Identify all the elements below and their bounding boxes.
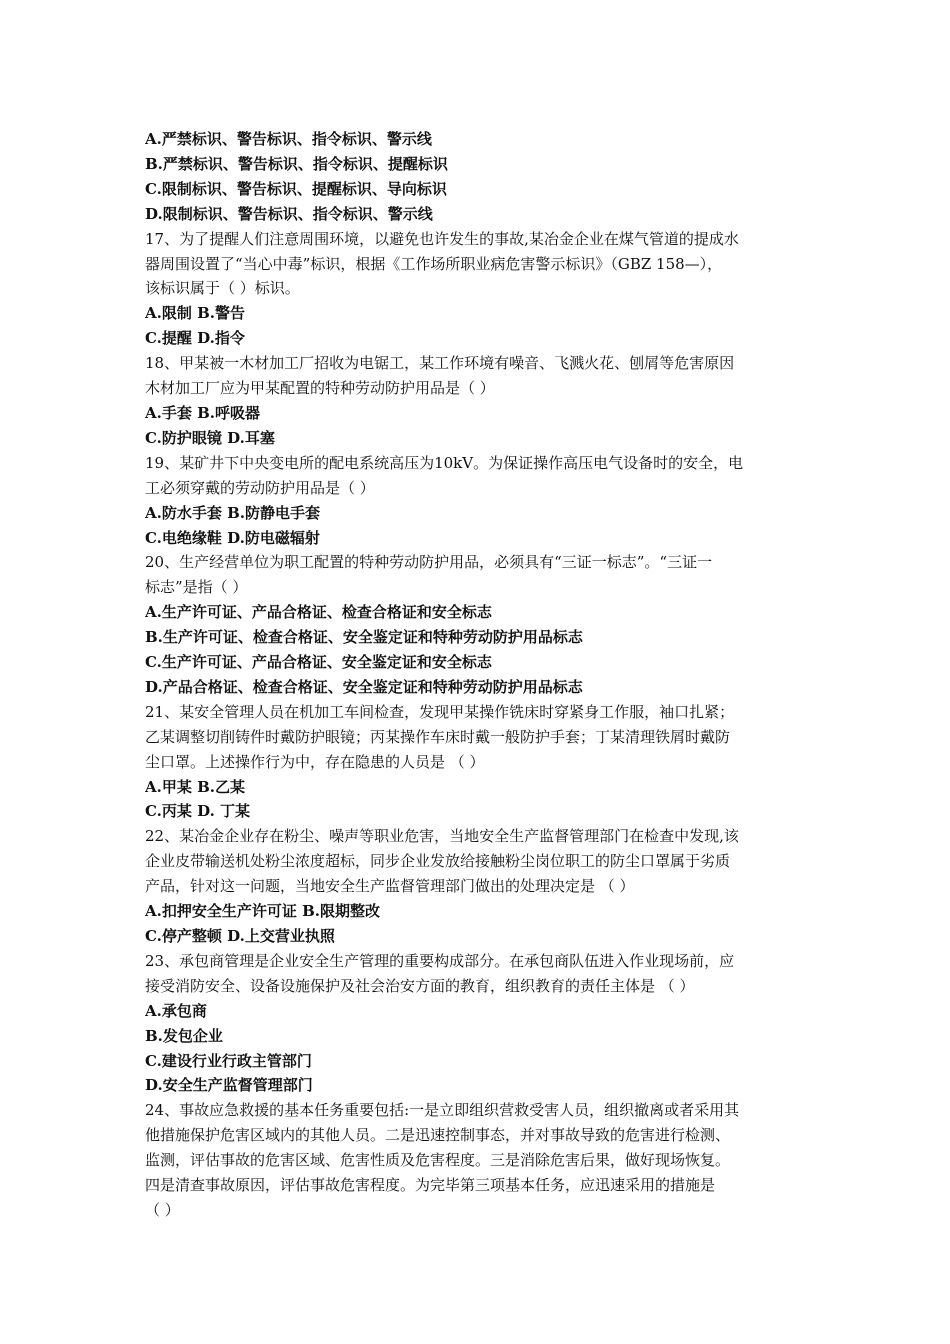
answer-option-line: C.生产许可证、产品合格证、安全鉴定证和安全标志 — [145, 653, 492, 672]
question-text-line: 产品，针对这一问题，当地安全生产监督管理部门做出的处理决定是 （ ） — [145, 877, 635, 896]
question-text-line: 19、某矿井下中央变电所的配电系统高压为10kV。为保证操作高压电气设备时的安全，电 — [145, 453, 744, 472]
answer-option-line: C.丙某 D. 丁某 — [145, 802, 251, 821]
answer-option-line: A.限制 B.警告 — [145, 304, 245, 323]
question-list — [145, 127, 810, 1223]
question-text-line: 该标识属于（ ）标识。 — [145, 279, 300, 298]
answer-option-line: A.生产许可证、产品合格证、检查合格证和安全标志 — [145, 603, 492, 622]
answer-option-line: A.手套 B.呼吸器 — [145, 403, 260, 422]
question-text-line: 标志”是指（ ） — [145, 578, 248, 597]
answer-option-line: C.防护眼镜 D.耳塞 — [145, 428, 275, 447]
answer-option-line: B.发包企业 — [145, 1026, 223, 1045]
answer-option-line: C.电绝缘鞋 D.防电磁辐射 — [145, 528, 320, 547]
answer-option-line: D.安全生产监督管理部门 — [145, 1076, 313, 1095]
question-text-line: 乙某调整切削铸件时戴防护眼镜；丙某操作车床时戴一般防护手套；丁某清理铁屑时戴防 — [145, 727, 731, 746]
question-text-line: （ ） — [145, 1200, 180, 1219]
question-text-line: 监测，评估事故的危害区域、危害性质及危害程度。三是消除危害后果，做好现场恢复。 — [145, 1151, 731, 1170]
answer-option-line: B.生产许可证、检查合格证、安全鉴定证和特种劳动防护用品标志 — [145, 628, 583, 647]
question-text-line: 接受消防安全、设备设施保护及社会治安方面的教育，组织教育的责任主体是 （ ） — [145, 976, 695, 995]
answer-option-line: A.甲某 B.乙某 — [145, 777, 245, 796]
question-text-line: 18、甲某被一木材加工厂招收为电锯工，某工作环境有噪音、飞溅火花、刨屑等危害原因 — [145, 354, 735, 373]
answer-option-line: C.停产整顿 D.上交营业执照 — [145, 927, 335, 945]
answer-option-line: C.提醒 D.指令 — [145, 329, 245, 348]
answer-option-line: A.承包商 — [145, 1001, 207, 1020]
question-text-line: 21、某安全管理人员在机加工车间检查，发现甲某操作铣床时穿紧身工作服，袖口扎紧； — [145, 702, 735, 721]
answer-option-line: D.产品合格证、检查合格证、安全鉴定证和特种劳动防护用品标志 — [145, 677, 583, 696]
question-text-line: 四是清查事故原因，评估事故危害程度。为完毕第三项基本任务，应迅速采用的措施是 — [145, 1176, 716, 1195]
question-text-line: 23、承包商管理是企业安全生产管理的重要构成部分。在承包商队伍进入作业现场前，应 — [145, 951, 735, 970]
answer-option-line: B.严禁标识、警告标识、指令标识、提醒标识 — [145, 154, 448, 173]
question-text-line: 24、事故应急救援的基本任务重要包括:一是立即组织营救受害人员，组织撤离或者采用其 — [145, 1101, 740, 1120]
answer-option-line: A.扣押安全生产许可证 B.限期整改 — [145, 902, 380, 921]
question-text-line: 20、生产经营单位为职工配置的特种劳动防护用品，必须具有“三证一标志”。“三证一 — [145, 553, 713, 572]
question-text-line: 他措施保护危害区域内的其他人员。二是迅速控制事态，并对事故导致的危害进行检测、 — [145, 1126, 731, 1145]
answer-option-line: D.限制标识、警告标识、指令标识、警示线 — [145, 204, 433, 223]
question-text-line: 工必须穿戴的劳动防护用品是（ ） — [145, 478, 375, 497]
question-text-line: 器周围设置了“当心中毒”标识，根据《工作场所职业病危害警示标识》（GBZ 158—）， — [145, 254, 723, 273]
question-text-line: 尘口罩。上述操作行为中，存在隐患的人员是 （ ） — [145, 752, 485, 771]
question-text-line: 企业皮带输送机处粉尘浓度超标，同步企业发放给接触粉尘岗位职工的防尘口罩属于劣质 — [145, 852, 731, 871]
question-text-line: 木材加工厂应为甲某配置的特种劳动防护用品是（ ） — [145, 379, 495, 398]
question-text-line: 17、为了提醒人们注意周围环境，以避免也许发生的事故,某冶金企业在煤气管道的提成水 — [145, 229, 739, 248]
question-text-line: 22、某冶金企业存在粉尘、噪声等职业危害，当地安全生产监督管理部门在检查中发现,该 — [145, 827, 739, 846]
answer-option-line: A.严禁标识、警告标识、指令标识、警示线 — [145, 130, 432, 148]
answer-option-line: A.防水手套 B.防静电手套 — [145, 503, 320, 522]
answer-option-line: C.建设行业行政主管部门 — [145, 1051, 312, 1070]
answer-option-line: C.限制标识、警告标识、提醒标识、导向标识 — [145, 179, 447, 198]
